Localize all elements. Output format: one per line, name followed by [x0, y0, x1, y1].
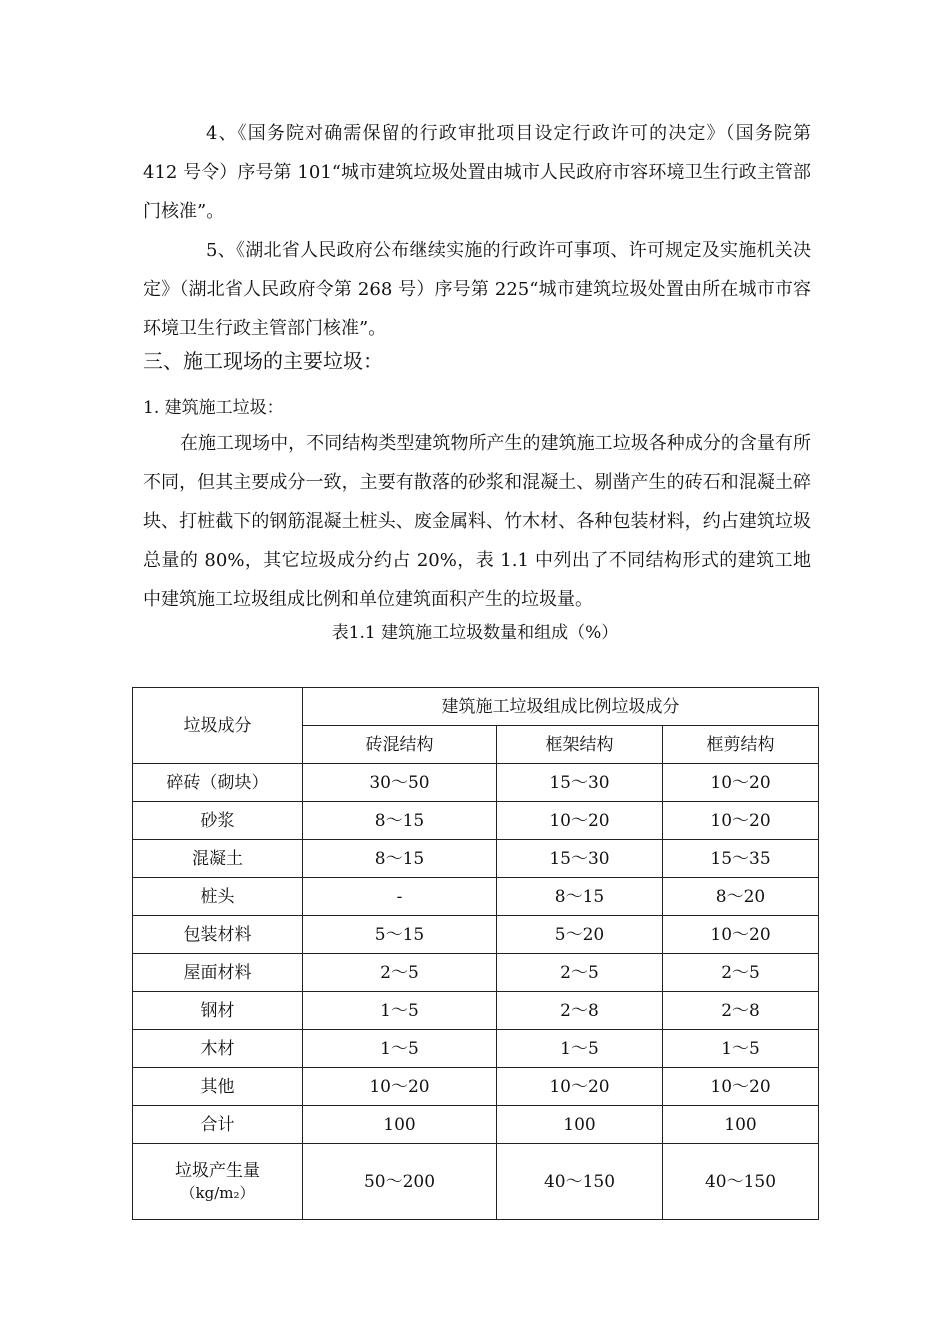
section-heading: 三、施工现场的主要垃圾： [143, 349, 383, 373]
row-label: 钢材 [133, 992, 303, 1030]
table-cell: 2～8 [663, 992, 819, 1030]
table-cell: 40～150 [663, 1144, 819, 1220]
table-cell: 15～30 [497, 840, 663, 878]
table-caption: 表1.1 建筑施工垃圾数量和组成（%） [331, 623, 619, 643]
table-cell: 10～20 [497, 802, 663, 840]
table-row [133, 916, 819, 954]
table-row [133, 878, 819, 916]
body-paragraph: 在施工现场中，不同结构类型建筑物所产生的建筑施工垃圾各种成分的含量有所不同，但其主要成分一致，主要有散落的砂浆和混凝土、剔凿产生的砖石和混凝土碎块、打桩截下的钢筋混凝土桩头、废金属料、竹木材、各种包装材料，约占建筑垃圾总量的 80%，其它垃圾成分约占 20%，表 1.1 中列出了不同结构形式的建筑工地中建筑施工垃圾组成比例和单位建筑面积产生的垃圾量。 [143, 433, 811, 610]
table-cell: 1～5 [303, 1030, 497, 1068]
table-cell: 100 [303, 1106, 497, 1144]
table-cell: 2～8 [497, 992, 663, 1030]
row-label-output [133, 1144, 303, 1220]
table-cell: 8～20 [663, 878, 819, 916]
table-row [133, 954, 819, 992]
table-cell: - [303, 878, 497, 916]
header-cell-group: 建筑施工垃圾组成比例垃圾成分 [303, 688, 819, 726]
table-cell: 10～20 [663, 802, 819, 840]
row-label: 砂浆 [133, 802, 303, 840]
row-label: 合计 [133, 1106, 303, 1144]
paragraph-item-5: 5、《湖北省人民政府公布继续实施的行政许可事项、许可规定及实施机关决定》（湖北省人民政府令第 268 号）序号第 225“城市建筑垃圾处置由所在城市市容环境卫生行政主管部门核准”。 [143, 240, 811, 339]
waste-composition-table [132, 687, 819, 1220]
header-cell-brick-concrete: 砖混结构 [303, 726, 497, 764]
table-cell: 1～5 [663, 1030, 819, 1068]
paragraph-item-4: 4、《国务院对确需保留的行政审批项目设定行政许可的决定》（国务院第 412 号令）序号第 101“城市建筑垃圾处置由城市人民政府市容环境卫生行政主管部门核准”。 [143, 123, 811, 222]
table-row [133, 764, 819, 802]
table-row [133, 1068, 819, 1106]
subsection-heading: 1. 建筑施工垃圾： [143, 398, 284, 418]
table-cell: 50～200 [303, 1144, 497, 1220]
header-cell-frame-shear: 框剪结构 [663, 726, 819, 764]
table-cell: 1～5 [497, 1030, 663, 1068]
table-cell: 10～20 [303, 1068, 497, 1106]
table-cell: 8～15 [303, 802, 497, 840]
table-cell: 100 [663, 1106, 819, 1144]
row-label: 碎砖（砌块） [133, 764, 303, 802]
row-label: 其他 [133, 1068, 303, 1106]
table-cell: 8～15 [303, 840, 497, 878]
table-row-output [133, 1144, 819, 1220]
table-cell: 10～20 [663, 916, 819, 954]
table-row [133, 1106, 819, 1144]
table-cell: 30～50 [303, 764, 497, 802]
table-cell: 10～20 [663, 764, 819, 802]
output-label: 垃圾产生量 [175, 1160, 260, 1181]
table-cell: 5～15 [303, 916, 497, 954]
table-cell: 10～20 [497, 1068, 663, 1106]
row-label: 木材 [133, 1030, 303, 1068]
table-cell: 8～15 [497, 878, 663, 916]
table-cell: 40～150 [497, 1144, 663, 1220]
table-row [133, 992, 819, 1030]
table-cell: 100 [497, 1106, 663, 1144]
row-label: 屋面材料 [133, 954, 303, 992]
table-row [133, 802, 819, 840]
table-cell: 1～5 [303, 992, 497, 1030]
table-cell: 15～30 [497, 764, 663, 802]
table-header-row [133, 688, 819, 726]
output-unit: （kg/m₂） [180, 1183, 255, 1202]
table-cell: 2～5 [497, 954, 663, 992]
header-cell-component: 垃圾成分 [133, 688, 303, 764]
table-cell: 2～5 [303, 954, 497, 992]
table-cell: 10～20 [663, 1068, 819, 1106]
row-label: 混凝土 [133, 840, 303, 878]
table-row [133, 1030, 819, 1068]
table-cell: 5～20 [497, 916, 663, 954]
table-cell: 2～5 [663, 954, 819, 992]
table-cell: 15～35 [663, 840, 819, 878]
table-row [133, 840, 819, 878]
row-label: 包装材料 [133, 916, 303, 954]
row-label: 桩头 [133, 878, 303, 916]
header-cell-frame: 框架结构 [497, 726, 663, 764]
